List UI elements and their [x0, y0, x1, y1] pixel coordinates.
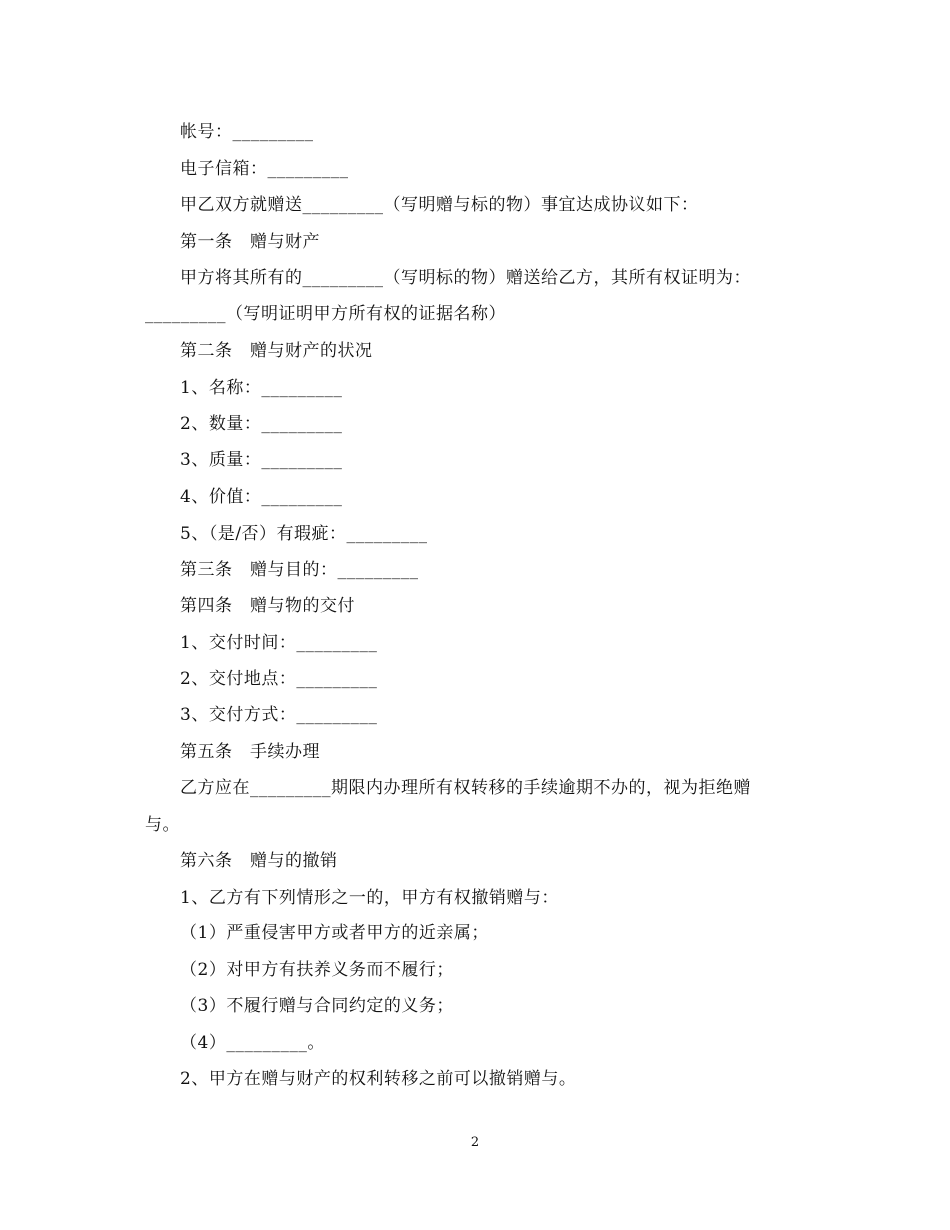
delivery-method-line: 3、交付方式：_________: [180, 705, 378, 725]
revocation-before-transfer-line: 2、甲方在赠与财产的权利转移之前可以撤销赠与。: [180, 1069, 577, 1089]
article-3-heading: 第三条 赠与目的：_________: [180, 560, 419, 580]
item-value-line: 4、价值：_________: [180, 487, 343, 507]
agreement-intro-line: 甲乙双方就赠送_________（写明赠与标的物）事宜达成协议如下：: [180, 195, 699, 215]
item-quantity-line: 2、数量：_________: [180, 414, 343, 434]
revocation-condition-line: 1、乙方有下列情形之一的，甲方有权撤销赠与：: [180, 888, 559, 908]
item-name-line: 1、名称：_________: [180, 378, 343, 398]
article-5-text-line-2: 与。: [145, 815, 180, 835]
article-1-heading: 第一条 赠与财产: [180, 232, 320, 252]
item-defect-line: 5、（是/否）有瑕疵：_________: [180, 524, 428, 544]
article-5-heading: 第五条 手续办理: [180, 742, 320, 762]
revocation-case-3: （3）不履行赠与合同约定的义务；: [180, 996, 454, 1016]
email-line: 电子信箱：_________: [180, 159, 349, 179]
article-1-text-line-1: 甲方将其所有的_________（写明标的物）赠送给乙方，其所有权证明为：: [180, 268, 751, 288]
revocation-case-4: （4）_________。: [180, 1033, 325, 1053]
page-number: 2: [470, 1135, 480, 1150]
account-number-line: 帐号：_________: [180, 122, 314, 142]
article-2-heading: 第二条 赠与财产的状况: [180, 341, 373, 361]
revocation-case-2: （2）对甲方有扶养义务而不履行；: [180, 960, 454, 980]
delivery-time-line: 1、交付时间：_________: [180, 633, 378, 653]
revocation-case-1: （1）严重侵害甲方或者甲方的近亲属；: [180, 923, 489, 943]
article-1-text-line-2: _________（写明证明甲方所有权的证据名称）: [145, 304, 506, 324]
item-quality-line: 3、质量：_________: [180, 450, 343, 470]
article-6-heading: 第六条 赠与的撤销: [180, 851, 338, 871]
article-4-heading: 第四条 赠与物的交付: [180, 596, 355, 616]
delivery-place-line: 2、交付地点：_________: [180, 669, 378, 689]
article-5-text-line-1: 乙方应在_________期限内办理所有权转移的手续逾期不办的，视为拒绝赠: [180, 778, 751, 798]
